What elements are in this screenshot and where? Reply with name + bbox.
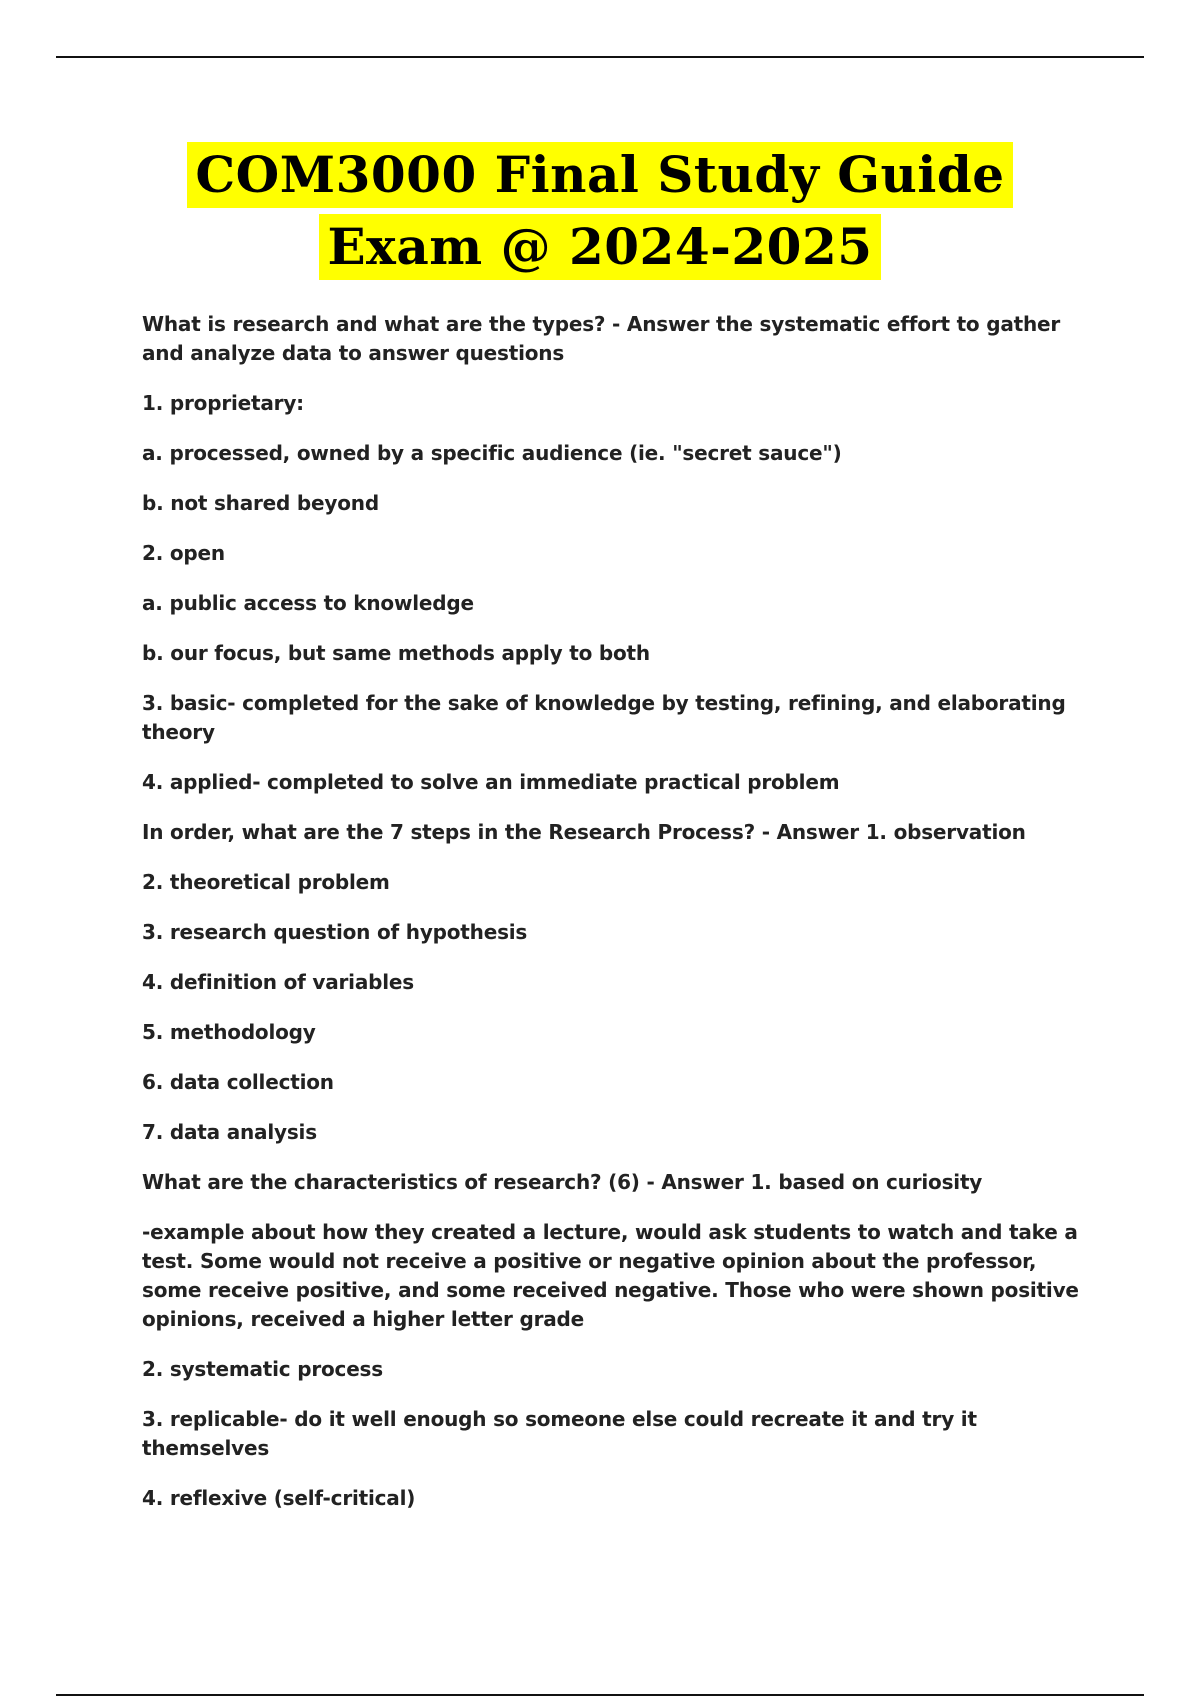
title-block: [0, 142, 1200, 280]
paragraph: a. public access to knowledge: [142, 591, 474, 615]
paragraph: b. not shared beyond: [142, 491, 379, 515]
paragraph: 4. applied- completed to solve an immediate practical problem: [142, 770, 840, 794]
paragraph: 6. data collection: [142, 1070, 334, 1094]
paragraph: 5. methodology: [142, 1020, 316, 1044]
bottom-divider: [56, 1694, 1144, 1696]
paragraph: 7. data analysis: [142, 1120, 317, 1144]
paragraph: 4. definition of variables: [142, 970, 414, 994]
paragraph: 3. research question of hypothesis: [142, 920, 528, 944]
paragraph: 3. basic- completed for the sake of knowledge by testing, refining, and elaborating theory: [142, 691, 1066, 744]
paragraph: 2. theoretical problem: [142, 870, 390, 894]
paragraph: b. our focus, but same methods apply to both: [142, 641, 650, 665]
paragraph: a. processed, owned by a specific audience (ie. "secret sauce"): [142, 441, 842, 465]
paragraph: 3. replicable- do it well enough so someone else could recreate it and try it themselves: [142, 1407, 977, 1460]
paragraph: 1. proprietary:: [142, 391, 304, 415]
paragraph: What is research and what are the types? - Answer the systematic effort to gather and analyze data to answer questions: [142, 312, 1061, 365]
page-title-line-2: Exam @ 2024-2025: [319, 214, 880, 280]
paragraph: 4. reflexive (self-critical): [142, 1486, 416, 1510]
paragraph: -example about how they created a lecture, would ask students to watch and take a test. Some would not receive a positive or negative opinion about the professor, some receive positive, and some received negative. Those who were shown positive opinions, received a higher letter grade: [142, 1220, 1079, 1331]
paragraph: 2. systematic process: [142, 1357, 383, 1381]
top-divider: [56, 56, 1144, 58]
document-body: [142, 310, 1092, 1534]
paragraph: 2. open: [142, 541, 225, 565]
page-title-line-1: COM3000 Final Study Guide: [187, 142, 1012, 208]
paragraph: What are the characteristics of research? (6) - Answer 1. based on curiosity: [142, 1170, 983, 1194]
paragraph: In order, what are the 7 steps in the Research Process? - Answer 1. observation: [142, 820, 1026, 844]
